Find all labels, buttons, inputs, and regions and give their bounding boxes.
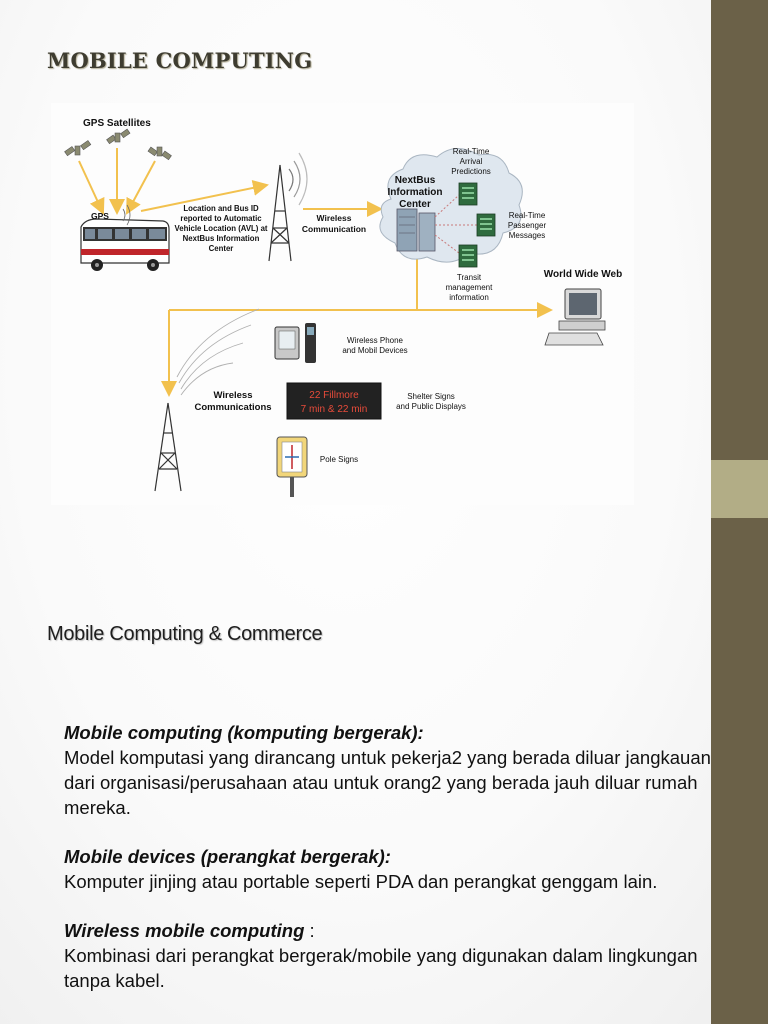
pole-signs-label: Pole Signs [319,455,359,464]
section-title: Mobile Computing & Commerce [47,623,323,645]
computer-icon [545,289,605,345]
realtime-passenger-label: Passenger [507,221,547,230]
definition-body: Kombinasi dari perangkat bergerak/mobile yang digunakan dalam lingkungan tanpa kabel. [64,945,698,991]
world-wide-web-label: World Wide Web [543,269,623,280]
realtime-arrival-label: Real-Time [452,147,490,156]
gps-satellites-label: GPS Satellites [83,118,151,129]
nextbus-center-label: Information [387,187,443,198]
location-report-line: Location and Bus ID [183,204,259,213]
definition-heading: Mobile devices (perangkat bergerak): [64,846,391,867]
wireless-communication-label: Communication [301,224,367,234]
sign-line-2: 7 min & 22 min [300,404,368,415]
pole-sign-icon [277,437,307,497]
slide-side-accent [711,460,768,518]
server-icon [397,209,435,251]
definition-item [64,844,734,894]
realtime-arrival-label: Arrival [459,157,483,166]
definitions-block [64,720,734,1017]
realtime-arrival-label: Predictions [451,167,491,176]
transit-management-label: Transit [456,273,482,282]
bus-icon [81,219,169,271]
realtime-passenger-label: Messages [508,231,546,240]
nextbus-diagram [51,103,634,505]
radio-tower-icon [269,153,307,261]
sign-line-1: 22 Fillmore [309,390,359,401]
wireless-communications-label: Wireless [213,390,253,401]
nextbus-center-label: Center [399,199,431,210]
definition-item [64,918,734,993]
location-report-line: Vehicle Location (AVL) at [174,224,268,233]
location-report-line: Center [208,244,234,253]
slide-title: MOBILE COMPUTING [47,48,313,73]
pda-phone-icon [275,323,316,363]
transit-management-label: information [449,293,489,302]
wireless-phone-label: and Mobil Devices [342,346,408,355]
radio-tower-icon [155,403,181,491]
definition-heading: Wireless mobile computing [64,920,305,941]
transit-management-label: management [445,283,493,292]
wireless-communications-label: Communications [194,402,272,413]
shelter-signs-label: Shelter Signs [407,392,455,401]
nextbus-center-label: NextBus [394,175,436,186]
definition-suffix: : [304,920,315,941]
wireless-communication-label: Wireless [316,213,352,223]
realtime-passenger-label: Real-Time [508,211,546,220]
location-report-line: NextBus Information [182,234,260,243]
definition-heading: Mobile computing (komputing bergerak): [64,722,424,743]
gps-label: GPS [91,211,109,221]
shelter-signs-label: and Public Displays [396,402,466,411]
definition-item [64,720,734,820]
definition-body: Komputer jinjing atau portable seperti PDA dan perangkat genggam lain. [64,871,658,892]
wireless-phone-label: Wireless Phone [346,336,404,345]
definition-body: Model komputasi yang dirancang untuk pekerja2 yang berada diluar jangkauan dari organisasi/perusahaan atau untuk orang2 yang berada jauh diluar rumah mereka. [64,747,711,818]
led-shelter-sign [287,383,381,419]
location-report-line: reported to Automatic [180,214,262,223]
